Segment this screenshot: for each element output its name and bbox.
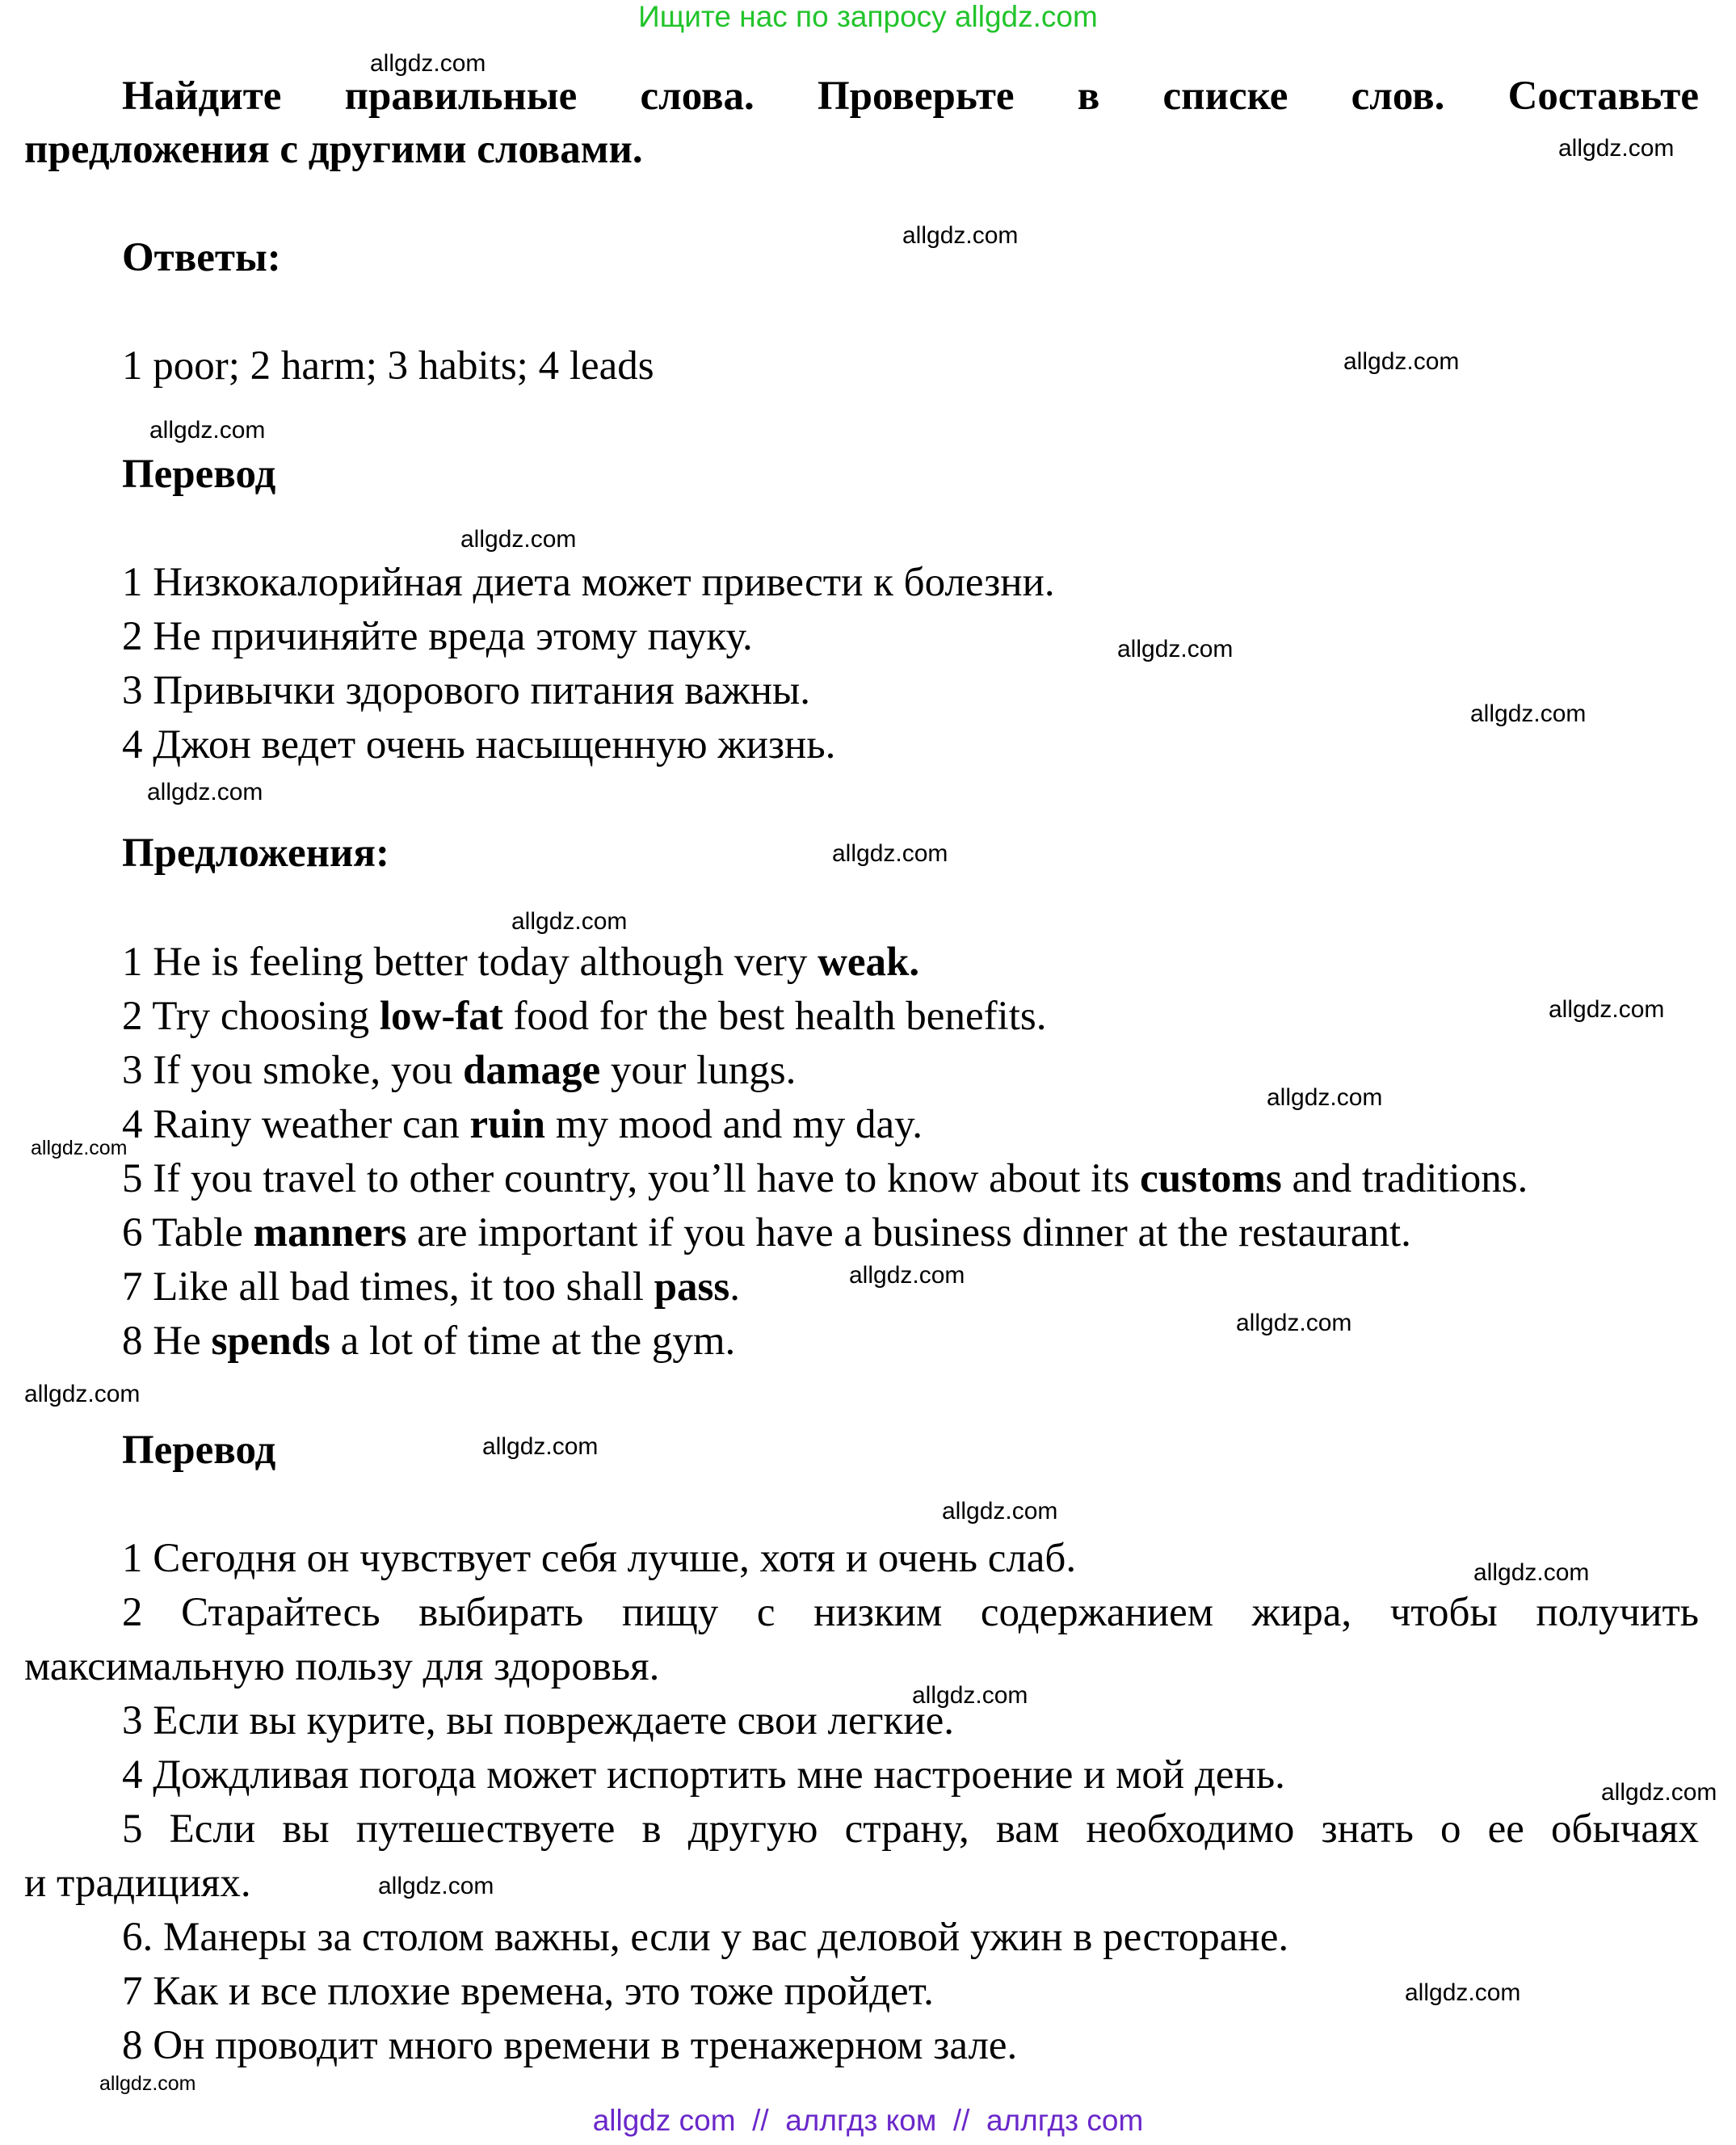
sentence-keyword: weak. (818, 940, 920, 985)
watermark: allgdz.com (902, 222, 1019, 249)
translation2-line: 2 Старайтесь выбирать пищу с низким содержанием жира, чтобы получить (122, 1590, 1699, 1635)
translation2-line: 4 Дождливая погода может испортить мне настроение и мой день. (122, 1752, 1285, 1798)
sentence-text: 4 Rainy weather can (122, 1102, 470, 1147)
task-line-1: Найдите правильные слова. Проверьте в списке слов. Составьте (122, 74, 1699, 119)
translation2-line: 7 Как и все плохие времена, это тоже пройдет. (122, 1969, 934, 2014)
sentence-text: 3 If you smoke, you (122, 1048, 464, 1093)
watermark: allgdz.com (1236, 1310, 1352, 1336)
watermark: allgdz.com (24, 1381, 141, 1407)
watermark: allgdz.com (460, 526, 577, 553)
sentence-text: food for the best health benefits. (502, 994, 1047, 1039)
watermark: allgdz.com (149, 417, 266, 444)
sentence-text: a lot of time at the gym. (330, 1319, 736, 1364)
translation1-item: 1 Низкокалорийная диета может привести к болезни. (122, 560, 1055, 605)
sentence-keyword: spends (211, 1319, 330, 1364)
watermark: allgdz.com (1601, 1779, 1717, 1806)
sentence-text: 8 He (122, 1319, 212, 1364)
translation2-line: максимальную пользу для здоровья. (24, 1644, 660, 1689)
sentence-item (122, 1100, 923, 1150)
sentence-text: are important if you have a business dinner at the restaurant. (406, 1210, 1411, 1255)
watermark: allgdz.com (1549, 996, 1665, 1023)
translation1-item: 2 Не причиняйте вреда этому пауку. (122, 614, 753, 659)
sentence-keyword: damage (463, 1048, 601, 1093)
sentence-item (122, 1208, 1411, 1258)
watermark: allgdz.com (942, 1498, 1058, 1525)
watermark: allgdz.com (849, 1262, 965, 1289)
sentence-keyword: pass (654, 1264, 730, 1310)
sentence-keyword: ruin (469, 1102, 546, 1147)
sentence-text: my mood and my day. (545, 1102, 923, 1147)
sentence-text: 7 Like all bad times, it too shall (122, 1264, 654, 1310)
translation-heading-2: Перевод (122, 1428, 276, 1473)
watermark: allgdz.com (1558, 135, 1675, 162)
footer-links[interactable]: allgdz com // аллгдз ком // аллгдз com (592, 2104, 1144, 2137)
sentence-item (122, 1154, 1528, 1204)
translation2-line: 5 Если вы путешествуете в другую страну, вам необходимо знать о ее обычаях (122, 1806, 1699, 1852)
sentence-keyword: customs (1140, 1156, 1282, 1201)
answers-heading: Ответы: (122, 235, 281, 280)
translation-heading-1: Перевод (122, 452, 276, 497)
watermark: allgdz.com (1343, 348, 1460, 375)
watermark: allgdz.com (482, 1433, 599, 1460)
watermark: allgdz.com (1267, 1084, 1383, 1111)
translation2-line: 8 Он проводит много времени в тренажерном зале. (122, 2023, 1018, 2068)
sentence-item (122, 937, 919, 987)
translation2-line: 6. Манеры за столом важны, если у вас деловой ужин в ресторане. (122, 1915, 1289, 1960)
watermark: allgdz.com (832, 840, 948, 867)
sentence-item (122, 1316, 735, 1366)
watermark: allgdz.com (511, 908, 628, 935)
answers-text: 1 poor; 2 harm; 3 habits; 4 leads (122, 343, 654, 389)
translation2-line: и традициях. (24, 1861, 251, 1906)
watermark: allgdz.com (1117, 636, 1234, 662)
sentence-text: your lungs. (600, 1048, 797, 1093)
watermark: allgdz.com (370, 50, 486, 77)
watermark: allgdz.com (147, 779, 263, 805)
watermark: allgdz.com (1470, 700, 1587, 727)
header-search-link[interactable]: Ищите нас по запросу allgdz.com (638, 0, 1098, 33)
task-line-2: предложения с другими словами. (24, 127, 643, 172)
sentences-heading: Предложения: (122, 831, 389, 876)
sentence-item (122, 991, 1047, 1041)
sentence-text: 2 Try choosing (122, 994, 380, 1039)
translation1-item: 4 Джон ведет очень насыщенную жизнь. (122, 722, 836, 768)
watermark: allgdz.com (378, 1873, 494, 1899)
sentence-text: and traditions. (1281, 1156, 1528, 1201)
sentence-item (122, 1045, 796, 1096)
translation2-line: 1 Сегодня он чувствует себя лучше, хотя и очень слаб. (122, 1536, 1077, 1581)
sentence-text: 1 He is feeling better today although very (122, 940, 818, 985)
sentence-text: . (729, 1264, 740, 1310)
watermark: allgdz.com (1473, 1559, 1590, 1586)
watermark: allgdz.com (1405, 1979, 1521, 2006)
sentence-keyword: low-fat (379, 994, 503, 1039)
watermark: allgdz.com (912, 1682, 1028, 1709)
sentence-keyword: manners (253, 1210, 407, 1255)
translation1-item: 3 Привычки здорового питания важны. (122, 668, 811, 713)
watermark: allgdz.com (99, 2072, 196, 2095)
sentence-text: 6 Table (122, 1210, 254, 1255)
watermark: allgdz.com (31, 1137, 128, 1159)
sentence-item (122, 1262, 740, 1312)
sentence-text: 5 If you travel to other country, you’ll have to know about its (122, 1156, 1141, 1201)
translation2-line: 3 Если вы курите, вы повреждаете свои легкие. (122, 1698, 955, 1743)
